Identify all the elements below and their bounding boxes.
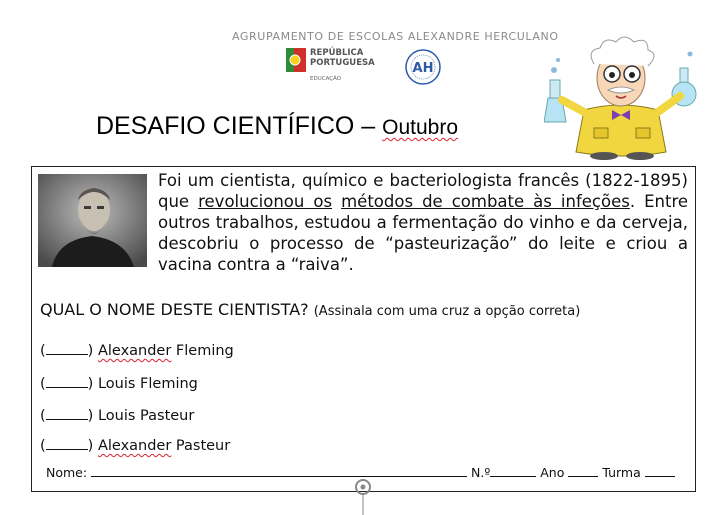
republic-name: REPÚBLICA PORTUGUESA [310,48,375,68]
option-louis-pasteur[interactable]: ( ) Louis Pasteur [40,408,195,424]
year-label: Ano [540,465,565,480]
number-label: N.º [471,465,491,480]
answer-blank[interactable] [46,342,88,355]
option-louis-fleming[interactable]: ( ) Louis Fleming [40,376,198,392]
class-field[interactable] [645,465,675,477]
anchor-icon[interactable] [352,478,374,515]
question-text: QUAL O NOME DESTE CIENTISTA? [40,300,309,319]
scientist-portrait [38,174,147,267]
scientist-description: Foi um cientista, químico e bacteriologista francês (1822-1895) que revolucionou os métodos de combate às infeções. Entre outros trabalhos, estudou a fermentação do vinho e da cerveja, descobriu o processo de “pasteurização” do leite e criou a vacina contra a “raiva”. [158,171,689,274]
year-field[interactable] [568,465,598,477]
name-field[interactable] [91,465,467,477]
class-label: Turma [602,465,641,480]
name-label: Nome: [46,465,88,480]
question-heading [40,300,580,319]
ministry-label: EDUCAÇÃO [310,76,342,82]
title-main: DESAFIO CIENTÍFICO – [96,112,376,140]
page-title [96,112,458,141]
question-hint: (Assinala com uma cruz a opção correta) [313,304,581,319]
option-alexander-pasteur[interactable]: ( ) Alexander Pasteur [40,438,231,454]
answer-blank[interactable] [46,437,88,450]
school-name: AGRUPAMENTO DE ESCOLAS ALEXANDRE HERCULANO [232,30,559,43]
title-month: Outubro [382,116,459,139]
school-seal-logo [404,48,442,86]
answer-blank[interactable] [46,407,88,420]
cartoon-scientist-illustration [544,30,698,160]
number-field[interactable] [490,465,536,477]
option-alexander-fleming[interactable]: ( ) Alexander Fleming [40,343,234,359]
answer-blank[interactable] [46,375,88,388]
svg-text:AH: AH [412,61,434,76]
